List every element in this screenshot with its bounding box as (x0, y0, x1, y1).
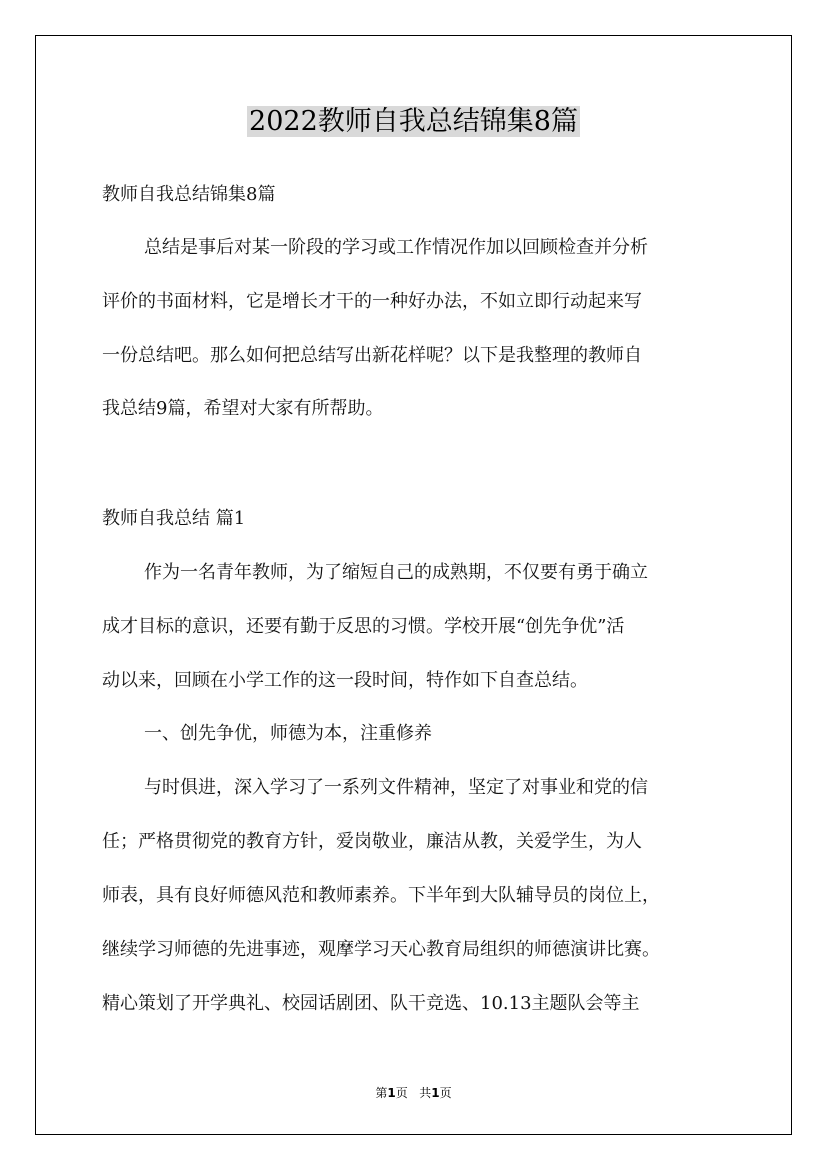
paragraph-line: 成才目标的意识，还要有勤于反思的习惯。学校开展“创先争优”活 (102, 616, 625, 637)
subsection-heading: 一、创先争优，师德为本，注重修养 (144, 723, 432, 744)
section-heading: 教师自我总结 篇1 (102, 508, 246, 529)
paragraph-line: 任；严格贯彻党的教育方针，爱岗敬业，廉洁从教，关爱学生，为人 (102, 831, 642, 852)
document-title: 2022教师自我总结锦集8篇 (249, 106, 578, 137)
paragraph-line: 师表，具有良好师德风范和教师素养。下半年到大队辅导员的岗位上， (102, 885, 660, 906)
intro-line: 总结是事后对某一阶段的学习或工作情况作加以回顾检查并分析 (144, 237, 648, 258)
document-subtitle: 教师自我总结锦集8篇 (102, 184, 276, 205)
intro-line: 一份总结吧。那么如何把总结写出新花样呢？以下是我整理的教师自 (102, 345, 642, 366)
paragraph-line: 动以来，回顾在小学工作的这一段时间，特作如下自查总结。 (102, 670, 588, 691)
intro-line: 评价的书面材料，它是增长才干的一种好办法，不如立即行动起来写 (102, 291, 642, 312)
intro-line: 我总结9篇，希望对大家有所帮助。 (102, 398, 384, 419)
paragraph-line: 精心策划了开学典礼、校园话剧团、队干竞选、10.13主题队会等主 (102, 993, 640, 1014)
paragraph-line: 继续学习师德的先进事迹，观摩学习天心教育局组织的师德演讲比赛。 (102, 939, 660, 960)
paragraph-line: 与时俱进，深入学习了一系列文件精神，坚定了对事业和党的信 (144, 777, 648, 798)
paragraph-line: 作为一名青年教师，为了缩短自己的成熟期，不仅要有勇于确立 (144, 562, 648, 583)
page-footer: 第1页 共1页 (375, 1086, 452, 1100)
